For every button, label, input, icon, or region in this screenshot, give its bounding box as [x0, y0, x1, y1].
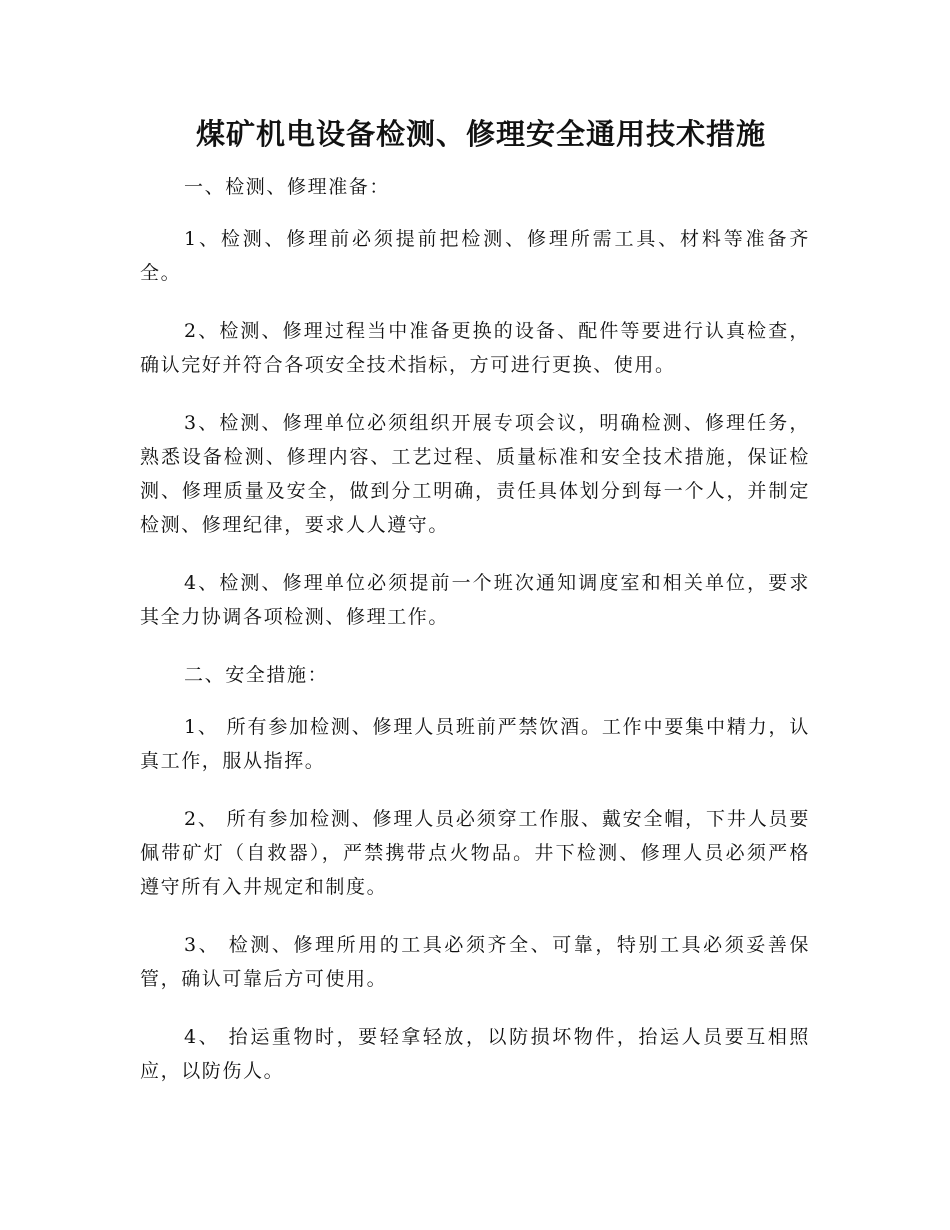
document-title: 煤矿机电设备检测、修理安全通用技术措施: [195, 117, 766, 151]
paragraph-safety-3: 3、 检测、修理所用的工具必须齐全、可靠，特别工具必须妥善保管，确认可靠后方可使用。: [140, 934, 810, 990]
paragraph-safety-4: 4、 抬运重物时，要轻拿轻放，以防损坏物件，抬运人员要互相照应，以防伤人。: [140, 1026, 810, 1082]
paragraph-safety-2: 2、 所有参加检测、修理人员必须穿工作服、戴安全帽，下井人员要佩带矿灯（自救器），严禁携带点火物品。井下检测、修理人员必须严格遵守所有入井规定和制度。: [140, 808, 810, 898]
section-heading-preparation: 一、检测、修理准备：: [184, 176, 391, 198]
paragraph-prep-1: 1、检测、修理前必须提前把检测、修理所需工具、材料等准备齐全。: [140, 228, 810, 284]
paragraph-safety-1: 1、 所有参加检测、修理人员班前严禁饮酒。工作中要集中精力，认真工作，服从指挥。: [140, 716, 810, 772]
paragraph-prep-4: 4、检测、修理单位必须提前一个班次通知调度室和相关单位，要求其全力协调各项检测、修理工作。: [140, 572, 810, 628]
document-page: [140, 112, 810, 1088]
paragraph-prep-3: 3、检测、修理单位必须组织开展专项会议，明确检测、修理任务，熟悉设备检测、修理内容、工艺过程、质量标准和安全技术措施，保证检测、修理质量及安全，做到分工明确，责任具体划分到每一个人，并制定检测、修理纪律，要求人人遵守。: [140, 412, 810, 536]
section-heading-safety: 二、安全措施：: [184, 664, 329, 686]
paragraph-prep-2: 2、检测、修理过程当中准备更换的设备、配件等要进行认真检查，确认完好并符合各项安全技术指标，方可进行更换、使用。: [140, 320, 810, 376]
